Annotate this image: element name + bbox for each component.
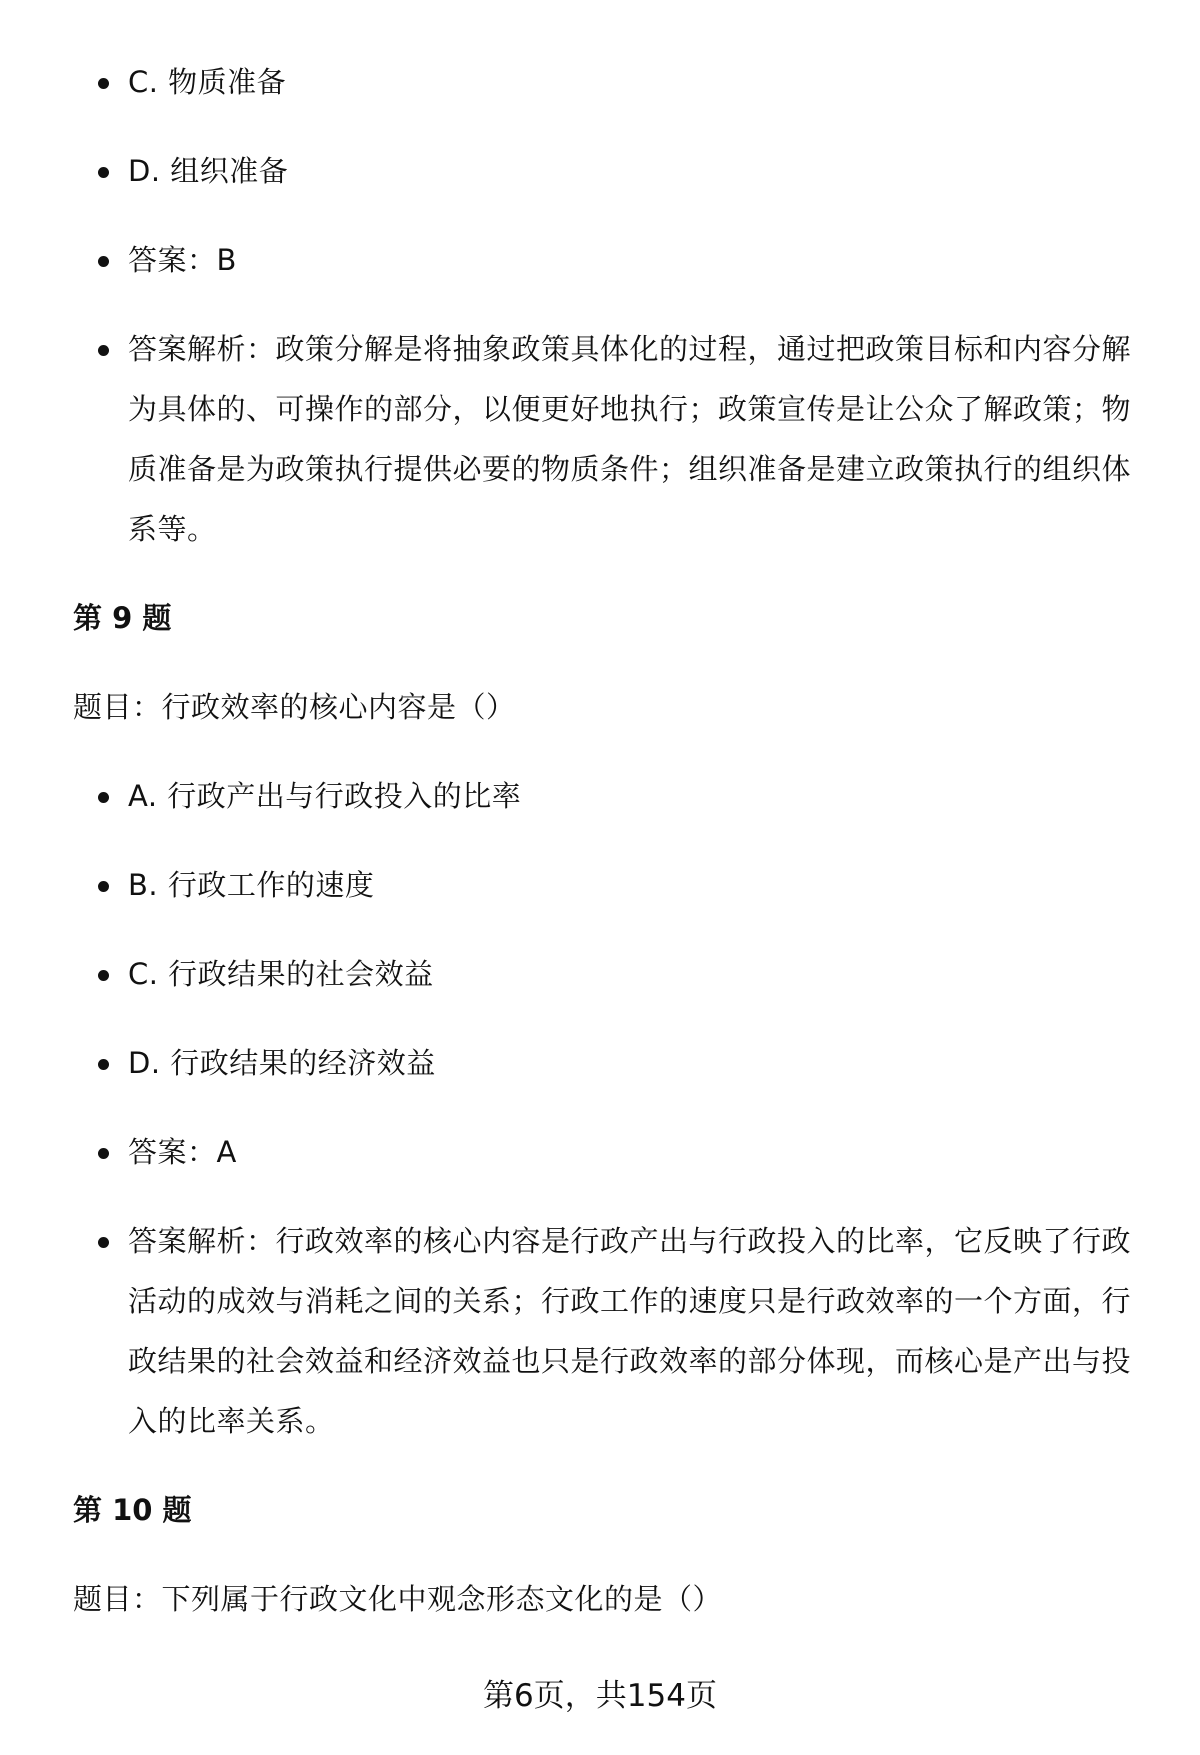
bullet-dot [98,1148,109,1159]
bullet-dot [98,78,109,89]
q8-explanation-text: 答案解析：政策分解是将抽象政策具体化的过程，通过把政策目标和内容分解为具体的、可操作的部分，以便更好地执行；政策宣传是让公众了解政策；物质准备是为政策执行提供必要的物质条件；组织准备是建立政策执行的组织体系等。 [128,332,1132,546]
q9-option-a-text: A. 行政产出与行政投入的比率 [128,779,522,813]
bullet-dot [98,792,109,803]
q9-option-d [73,1033,1143,1093]
q9-option-c-text: C. 行政结果的社会效益 [128,957,434,991]
bullet-dot [98,1237,109,1248]
bullet-dot [98,1059,109,1070]
q9-answer [73,1122,1143,1182]
q9-option-a [73,766,1143,826]
q8-answer [73,230,1143,290]
q9-question: 题目：行政效率的核心内容是（） [73,690,516,724]
bullet-dot [98,256,109,267]
q9-answer-text: 答案：A [128,1135,237,1169]
q8-answer-text: 答案：B [128,243,237,277]
q9-explanation-text: 答案解析：行政效率的核心内容是行政产出与行政投入的比率，它反映了行政活动的成效与消耗之间的关系；行政工作的速度只是行政效率的一个方面，行政结果的社会效益和经济效益也只是行政效率的部分体现，而核心是产出与投入的比率关系。 [128,1224,1132,1438]
bullet-dot [98,167,109,178]
page-content [73,52,1143,1658]
q9-heading: 第 9 题 [73,601,172,635]
q8-option-c-text: C. 物质准备 [128,65,287,99]
q10-question: 题目：下列属于行政文化中观念形态文化的是（） [73,1582,723,1616]
q9-option-c [73,944,1143,1004]
q8-option-d [73,141,1143,201]
q10-heading: 第 10 题 [73,1493,192,1527]
bullet-dot [98,970,109,981]
q8-option-c [73,52,1143,112]
page-number-footer: 第6页，共154页 [483,1678,717,1714]
q9-option-d-text: D. 行政结果的经济效益 [128,1046,436,1080]
bullet-dot [98,881,109,892]
q9-option-b-text: B. 行政工作的速度 [128,868,375,902]
q9-option-b [73,855,1143,915]
bullet-dot [98,345,109,356]
q9-explanation [73,1211,1143,1451]
q8-explanation [73,319,1143,559]
q8-option-d-text: D. 组织准备 [128,154,289,188]
